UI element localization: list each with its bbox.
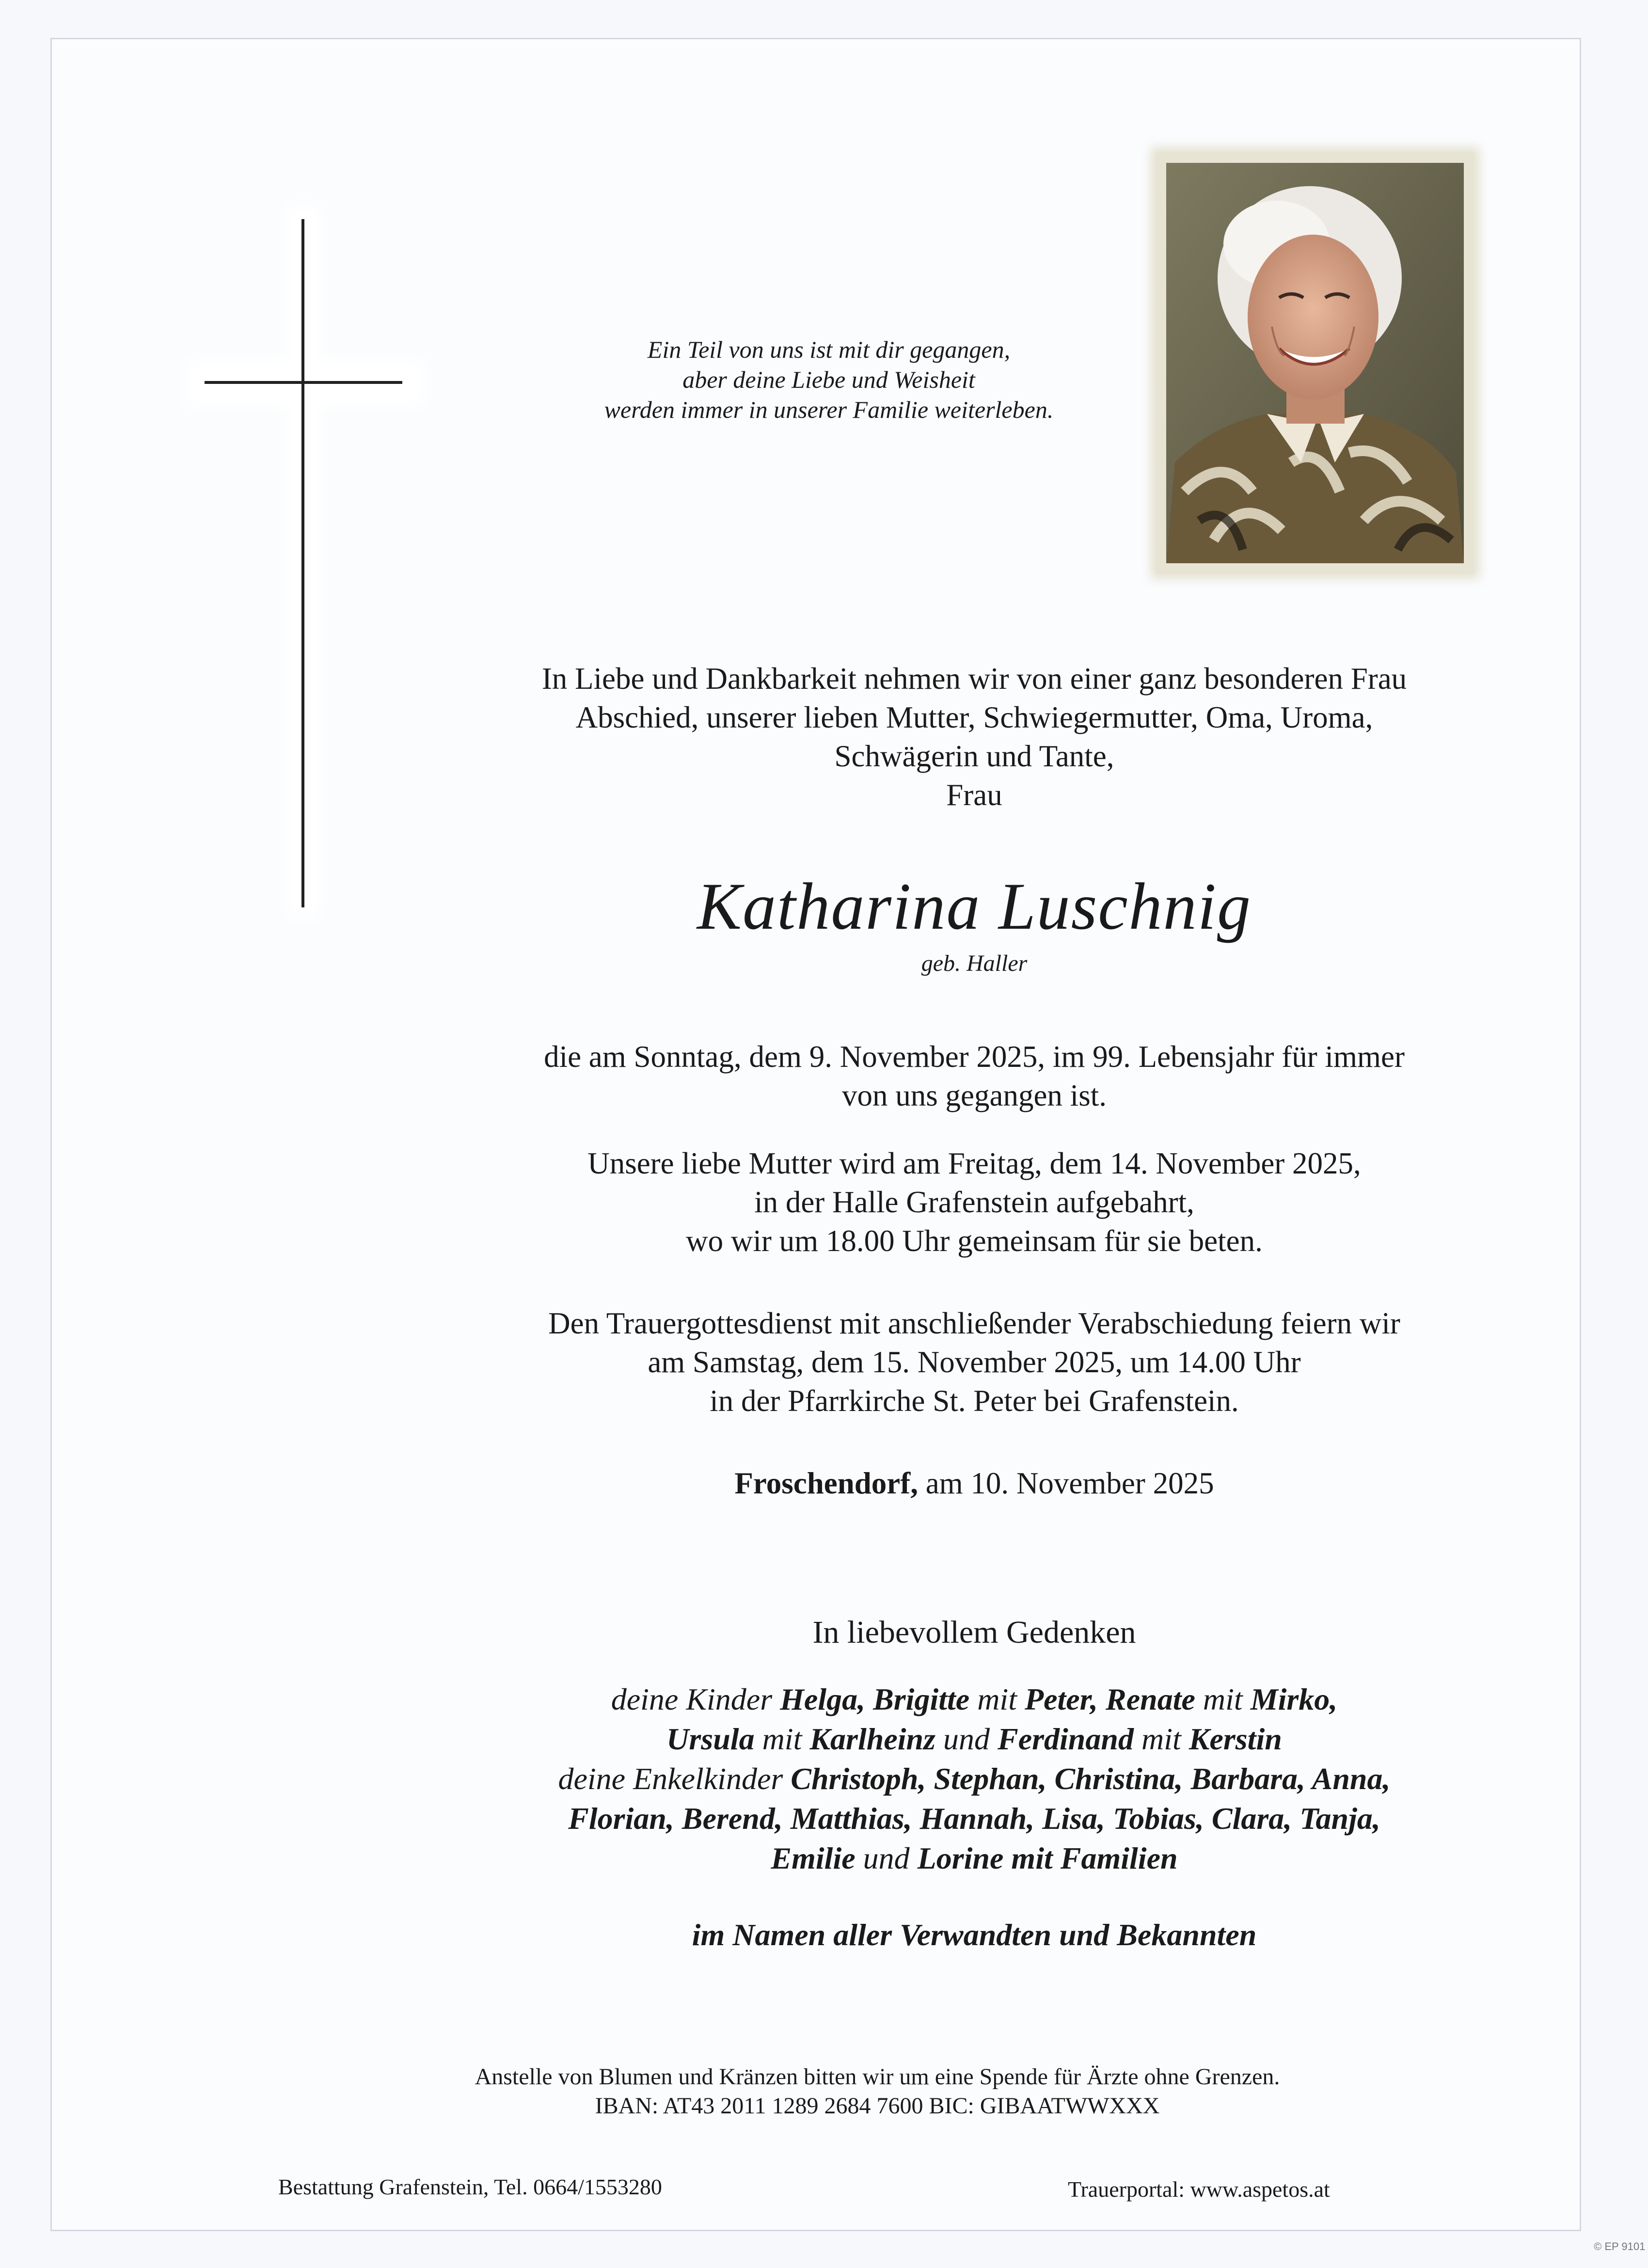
intro-line: Abschied, unserer lieben Mutter, Schwiegermutter, Oma, Uroma, [575,700,1373,734]
viewing-line: in der Halle Grafenstein aufgebahrt, [754,1185,1194,1219]
funeral-home-contact: Bestattung Grafenstein, Tel. 0664/1553280 [278,2174,662,2199]
birth-name: geb. Haller [921,951,1028,976]
family-line: Florian, Berend, Matthias, Hannah, Lisa, Tobias, Clara, Tanja, [568,1801,1380,1836]
funeral-line: Den Trauergottesdienst mit anschließender Verabschiedung feiern wir [548,1306,1400,1340]
death-notice-line: die am Sonntag, dem 9. November 2025, im 99. Lebensjahr für immer [544,1040,1405,1074]
portrait-image [1156,152,1474,574]
death-notice [368,1037,1580,1115]
donation-request [271,2062,1483,2121]
place: Froschendorf, [734,1466,918,1500]
memorial-portal: Trauerportal: www.aspetos.at [1068,2177,1330,2202]
intro-text [368,659,1580,814]
viewing-line: wo wir um 18.00 Uhr gemeinsam für sie beten. [686,1224,1263,1258]
intro-line: Frau [946,778,1002,812]
viewing-line: Unsere liebe Mutter wird am Freitag, dem 14. November 2025, [587,1146,1361,1180]
print-code: © EP 9101 [1594,2240,1646,2252]
family-list [368,1680,1580,1878]
portrait-photo [1156,152,1474,574]
place-date [368,1464,1580,1503]
remembrance-title: In liebevollem Gedenken [812,1615,1136,1650]
intro-line: Schwägerin und Tante, [834,739,1114,773]
quote-line: Ein Teil von uns ist mit dir gegangen, [647,336,1011,363]
funeral-line: am Samstag, dem 15. November 2025, um 14.00 Uhr [648,1345,1301,1379]
iban-line: IBAN: AT43 2011 1289 2684 7600 BIC: GIBAATWWXXX [595,2093,1160,2119]
donation-line: Anstelle von Blumen und Kränzen bitten wir um eine Spende für Ärzte ohne Grenzen. [475,2064,1280,2090]
death-notice-line: von uns gegangen ist. [842,1078,1107,1112]
quote-line: aber deine Liebe und Weisheit [682,366,975,393]
family-line: Ursula mit Karlheinz und Ferdinand mit Kerstin [666,1722,1282,1756]
family-line: deine Kinder Helga, Brigitte mit Peter, Renate mit Mirko, [611,1682,1338,1716]
cross-icon [301,219,304,907]
date: am 10. November 2025 [925,1466,1214,1500]
funeral-line: in der Pfarrkirche St. Peter bei Grafenstein. [710,1384,1239,1418]
family-line: deine Enkelkinder Christoph, Stephan, Christina, Barbara, Anna, [558,1761,1391,1796]
funeral-notice [368,1304,1580,1420]
cross-icon-bar [205,381,402,384]
family-line: Emilie und Lorine mit Familien [771,1841,1178,1875]
viewing-notice [368,1144,1580,1260]
in-names-line: im Namen aller Verwandten und Bekannten [692,1918,1257,1952]
deceased-name: Katharina Luschnig [697,869,1252,943]
quote-line: werden immer in unserer Familie weiterleben. [604,396,1054,423]
intro-line: In Liebe und Dankbarkeit nehmen wir von einer ganz besonderen Frau [541,662,1407,696]
memorial-quote [514,334,1144,425]
